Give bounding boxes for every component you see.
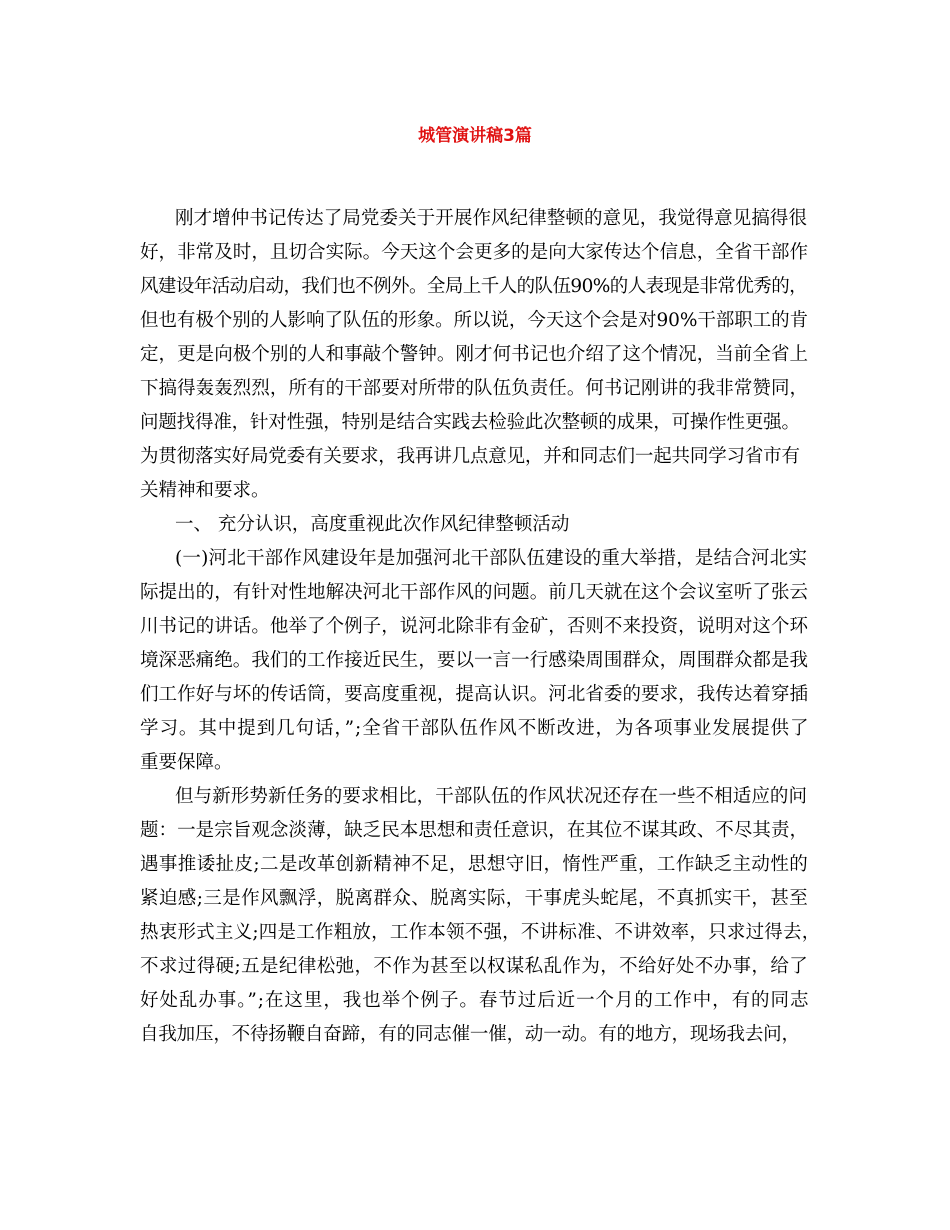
text-line: 刚才增仲书记传达了局党委关于开展作风纪律整顿的意见，我觉得意见搞得很 — [175, 208, 808, 229]
text-line: 一、 充分认识，高度重视此次作风纪律整顿活动 — [175, 514, 570, 535]
text-line: 重要保障。 — [140, 752, 233, 773]
document-title: 城管演讲稿3篇 — [418, 126, 532, 146]
text-line: 紧迫感;三是作风飘浮，脱离群众、脱离实际，干事虎头蛇尾，不真抓实干，甚至 — [140, 888, 809, 909]
text-line: 遇事推诿扯皮;二是改革创新精神不足，思想守旧，惰性严重，工作缺乏主动性的 — [140, 854, 809, 875]
text-line: 题：一是宗旨观念淡薄，缺乏民本思想和责任意识，在其位不谋其政、不尽其责， — [140, 820, 809, 841]
text-line: 风建设年活动启动，我们也不例外。全局上千人的队伍90%的人表现是非常优秀的， — [140, 276, 808, 297]
text-line: 川书记的讲话。他举了个例子，说河北除非有金矿，否则不来投资，说明对这个环 — [140, 616, 809, 637]
text-line: 下搞得轰轰烈烈，所有的干部要对所带的队伍负责任。何书记刚讲的我非常赞同， — [140, 378, 809, 399]
text-line: 关精神和要求。 — [140, 480, 270, 501]
text-line: 好处乱办事。”;在这里，我也举个例子。春节过后近一个月的工作中，有的同志 — [140, 990, 810, 1011]
text-line: 学习。其中提到几句话，”;全省干部队伍作风不断改进，为各项事业发展提供了 — [140, 718, 810, 739]
text-line: 自我加压，不待扬鞭自奋蹄，有的同志催一催，动一动。有的地方，现场我去问， — [140, 1024, 800, 1045]
text-line: 不求过得硬;五是纪律松弛，不作为甚至以权谋私乱作为，不给好处不办事，给了 — [140, 956, 809, 977]
text-line: 为贯彻落实好局党委有关要求，我再讲几点意见，并和同志们一起共同学习省市有 — [140, 446, 800, 467]
text-line: 好，非常及时，且切合实际。今天这个会更多的是向大家传达个信息，全省干部作 — [140, 242, 809, 263]
text-line: 但也有极个别的人影响了队伍的形象。所以说，今天这个会是对90%干部职工的肯 — [140, 310, 809, 331]
text-line: 问题找得准，针对性强，特别是结合实践去检验此次整顿的成果，可操作性更强。 — [140, 412, 800, 433]
text-line: 们工作好与坏的传话筒，要高度重视，提高认识。河北省委的要求，我传达着穿插 — [140, 684, 809, 705]
text-line: 定，更是向极个别的人和事敲个警钟。刚才何书记也介绍了这个情况，当前全省上 — [140, 344, 809, 365]
text-line: (一)河北干部作风建设年是加强河北干部队伍建设的重大举措，是结合河北实 — [175, 548, 808, 569]
text-line: 热衷形式主义;四是工作粗放，工作本领不强，不讲标准、不讲效率，只求过得去， — [140, 922, 821, 943]
text-line: 境深恶痛绝。我们的工作接近民生，要以一言一行感染周围群众，周围群众都是我 — [140, 650, 809, 671]
text-line: 际提出的，有针对性地解决河北干部作风的问题。前几天就在这个会议室听了张云 — [140, 582, 809, 603]
text-line: 但与新形势新任务的要求相比，干部队伍的作风状况还存在一些不相适应的问 — [175, 786, 808, 807]
